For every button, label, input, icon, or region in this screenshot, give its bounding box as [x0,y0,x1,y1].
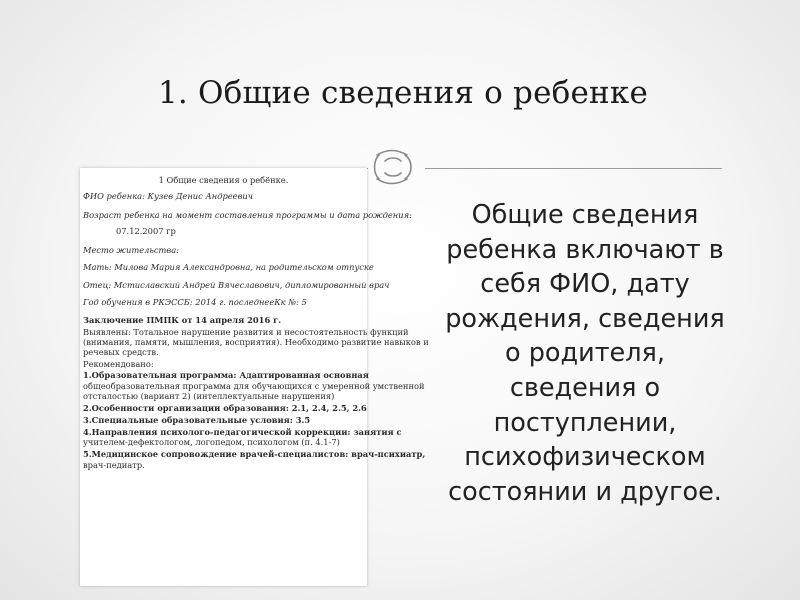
doc-line: отсталостью (вариант 2) (интеллектуальные нарушения) [83,391,335,401]
doc-line: Заключение ПМПК от 14 апреля 2016 г. [83,315,282,325]
slide-title: 1. Общие сведения о ребенке [158,75,649,111]
doc-line: 1.Образовательная программа: Адаптированная основная [83,370,369,380]
body-line: состоянии и другое. [448,476,722,507]
doc-line: Мать: Милова Мария Александровна, на родительском отпуске [83,262,374,272]
doc-line: 2.Особенности организации образования: 2.1, 2.4, 2.5, 2.6 [83,403,367,413]
doc-line: (внимания, памяти, мышления, восприятия). Необходимо развитие навыков и [83,337,429,347]
divider-line-right [425,168,722,169]
doc-line: Отец: Мстиславский Андрей Вячеславович, дипломированный врач [83,280,390,290]
doc-line: ФИО ребенка: Кузев Денис Андреевич [83,191,253,201]
body-line: ребенка включают в [446,234,724,265]
doc-line: 07.12.2007 гр [116,226,176,236]
curl-ornament-icon [371,147,415,187]
doc-line: Рекомендовано: [83,359,154,369]
doc-line: 4.Направления психолого-педагогической коррекции: занятия с [83,427,402,437]
slide-body-text [420,198,750,509]
doc-line: Год обучения в РКЭССБ: 2014 г. последнееКк №: 5 [83,297,307,307]
body-line: о родителя, [505,338,665,369]
document-scan [80,168,429,586]
body-line: сведения о [509,372,661,403]
doc-line: 5.Медицинское сопровождение врачей-специалистов: врач-психиатр, [83,449,426,459]
body-line: рождения, сведения [445,303,725,334]
body-line: себя ФИО, дату [480,269,690,300]
doc-line: речевых средств. [83,347,159,357]
body-line: Общие сведения [471,200,699,230]
doc-line: Выявлены: Тотальное нарушение развития и несостоятельность функций [83,327,409,337]
doc-line: Место жительства: [83,245,179,255]
doc-line: 3.Специальные образовательные условия: 3.5 [83,415,311,425]
doc-line: Возраст ребенка на момент составления программы и дата рождения: [83,210,412,220]
doc-line: общеобразовательная программа для обучающихся с умеренной умственной [83,381,425,391]
doc-line: учителем-дефектологом, логопедом, психологом (п. 4.1-7) [83,437,340,447]
body-line: психофизическом [464,442,706,473]
doc-line: 1 Общие сведения о ребёнке. [158,175,289,185]
doc-line: врач-педиатр. [83,460,145,470]
body-line: поступлении, [493,407,677,438]
